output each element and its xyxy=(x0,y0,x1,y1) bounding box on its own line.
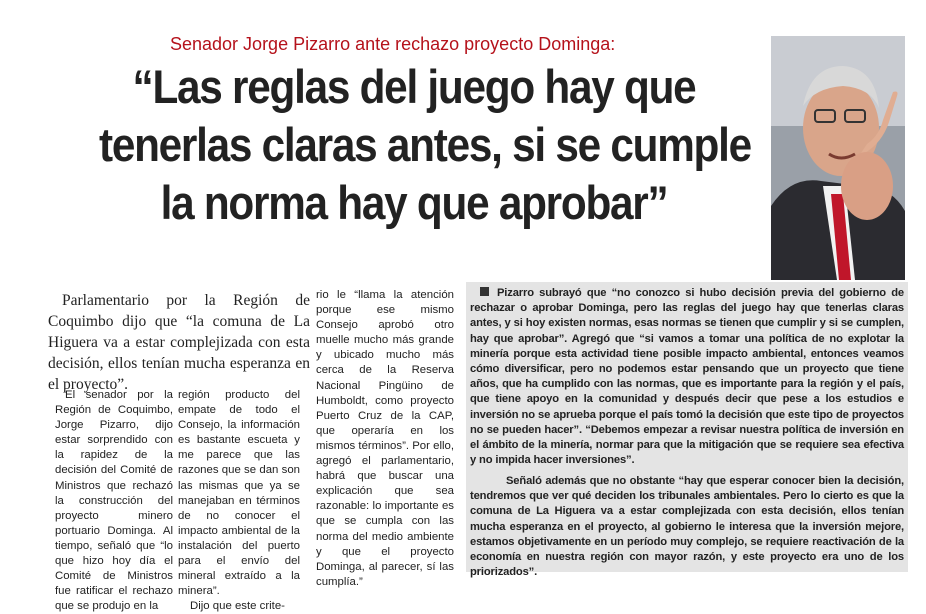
kicker-line: Senador Jorge Pizarro ante rechazo proyecto Dominga: xyxy=(170,34,616,54)
body-column-2 xyxy=(178,388,300,614)
headline xyxy=(99,58,751,232)
quote-box-paragraph-1 xyxy=(470,286,904,468)
square-bullet-icon xyxy=(480,287,489,296)
portrait-of-senator-icon xyxy=(771,36,905,280)
body-column-3: rio le “llama la atención porque ese mismo Consejo aprobó otro muelle mucho más grande y ubicado mucho más cerca de la Reserva Nacional Pingüino de Humboldt, como proyecto Puerto Cruz de la CAP, que operaría en los mismos términos”. Por ello, agregó el parlamentario, habrá que buscar una explicación que sea razonable: lo importante es que se cumpla con las norma del medio ambiente y que el proyecto Dominga, al parecer, sí las cumplía.” xyxy=(316,289,454,588)
body-column-2-paragraph-1: región producto del empate de todo el Consejo, la información es bastante escueta y me parece que las razones que se dan son las mismas que ya se manejaban en términos de no conocer el impacto ambiental de la instalación del puerto para el envío del mineral extraído a la minera”. xyxy=(178,389,300,598)
quote-box-paragraph-1-text: Pizarro subrayó que “no conozco si hubo decisión previa del gobierno de rechazar o aprobar Dominga, pero las reglas del juego hay que tenerlas claras antes, y si hoy existen normas, esas normas se tienen que cumplir y si se cumplen, hay que aprobar”. Agregó que “si vamos a tomar una política de no explotar la minería porque esta actividad tiene posible impacto ambiental, entonces veamos cómo diversificar, pero no podemos estar pensando que un proyecto que tiene años, que ha cumplido con las normas, que es importante para la región y el país, que tiene apoyo en la comunidad y después decir que pese a los estudios e inversión no se aprueba porque el país tomó la decisión que este tipo de proyectos no se pueden hacer”. “Debemos empezar a revisar nuestra política de inversión en el ámbito de la minería, normar para que la mitigación que se requiere sea efectiva y no impida hacer inversiones”. xyxy=(470,287,904,467)
body-column-1: El senador por la Región de Coquimbo, Jorge Pizarro, dijo estar sorprendido con la rapidez de la decisión del Comité de Ministros que rechazó la construcción del proyecto minero portuario Dominga. Al tiempo, señaló que “lo que hizo hoy día el Comité de Ministros fue ratificar el rechazo que se produjo en la xyxy=(55,389,173,613)
body-column-2-paragraph-2: Dijo que este crite- xyxy=(190,600,285,613)
senator-photo xyxy=(771,36,905,280)
quote-box-paragraph-2 xyxy=(470,474,904,580)
headline-line-3: la norma hay que aprobar” xyxy=(160,176,668,229)
headline-line-2: tenerlas claras antes, si se cumple xyxy=(99,118,751,171)
lede-paragraph: Parlamentario por la Región de Coquimbo dijo que “la comuna de La Higuera va a estar complejizada con esta decisión, ellos tenían mucha esperanza en el proyecto”. xyxy=(48,292,310,393)
headline-line-1: “Las reglas del juego hay que xyxy=(132,60,696,113)
quote-box-paragraph-2-text: Señaló además que no obstante “hay que esperar conocer bien la decisión, tendremos que ver qué deciden los tribunales ambientales. Pero lo cierto es que la comuna de La Higuera va a estar complejizada con esta decisión, ellos tenían mucha esperanza en el proyecto, al gobierno le interesa que la inversión mejore, estamos objetivamente en un período muy complejo, se requiere reactivación de la economía en nuestra región con mayor razón, y este proyecto era uno de los priorizados”. xyxy=(470,475,904,579)
